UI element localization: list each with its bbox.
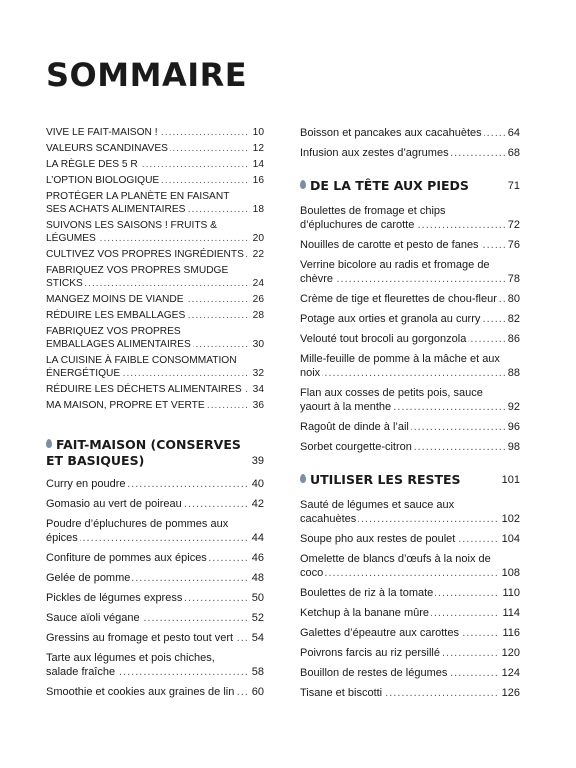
- section-heading-fait-maison[interactable]: FAIT-MAISON (CONSERVES ET BASIQUES) 39: [46, 437, 264, 468]
- toc-entry-label: Gomasio au vert de poireau: [46, 498, 182, 510]
- toc-entry-page: 98: [505, 440, 520, 454]
- toc-entry-page: 36: [250, 399, 264, 412]
- toc-entry-page: 60: [249, 685, 264, 699]
- toc-entry[interactable]: [46, 126, 264, 139]
- toc-entry-page: 54: [249, 631, 264, 645]
- toc-entry-label: Bouillon de restes de légumes: [300, 667, 448, 679]
- toc-entry-page: 78: [505, 272, 520, 286]
- toc-entry-label: Mille-feuille de pomme à la mâche et aux noix: [300, 353, 500, 379]
- toc-entry-page: 86: [505, 332, 520, 346]
- toc-entry-label: LA RÈGLE DES 5 R: [46, 159, 138, 170]
- toc-entry-label: Poivrons farcis au riz persillé: [300, 647, 440, 659]
- toc-entry-page: 116: [499, 626, 520, 640]
- toc-entry-label: Boisson et pancakes aux cacahuètes: [300, 127, 482, 139]
- toc-entry-page: 28: [250, 309, 264, 322]
- toc-entry[interactable]: [46, 325, 264, 351]
- toc-entry-page: 34: [250, 383, 264, 396]
- toc-entry-label: Velouté tout brocoli au gorgonzola: [300, 333, 467, 345]
- toc-entry[interactable]: [46, 611, 264, 625]
- toc-entry-page: 88: [505, 366, 520, 380]
- toc-entry-page: 20: [250, 232, 264, 245]
- toc-entry-label: Potage aux orties et granola au curry: [300, 313, 481, 325]
- fait-maison-list: [46, 477, 264, 699]
- toc-entry-page: 50: [249, 591, 264, 605]
- toc-entry-page: 30: [250, 338, 264, 351]
- toc-entry-label: Confiture de pommes aux épices: [46, 552, 207, 564]
- toc-entry[interactable]: [300, 532, 520, 546]
- toc-entry-label: VIVE LE FAIT-MAISON !: [46, 127, 158, 138]
- toc-entry[interactable]: [46, 158, 264, 171]
- toc-entry-label: LA CUISINE À FAIBLE CONSOMMATION ÉNERGÉTIQUE: [46, 355, 237, 379]
- toc-entry[interactable]: [46, 190, 264, 216]
- toc-entry-page: 22: [250, 248, 264, 261]
- toc-entry-label: Sauté de légumes et sauce aux cacahuètes: [300, 499, 455, 525]
- toc-entry[interactable]: [300, 586, 520, 600]
- continued-list: [300, 126, 520, 160]
- toc-entry-page: 48: [249, 571, 264, 585]
- toc-entry-label: CULTIVEZ VOS PROPRES INGRÉDIENTS: [46, 249, 244, 260]
- toc-entry[interactable]: [46, 631, 264, 645]
- toc-entry[interactable]: [300, 686, 520, 700]
- toc-entry-label: Curry en poudre: [46, 478, 126, 490]
- toc-entry-label: Sorbet courgette-citron: [300, 441, 412, 453]
- toc-entry[interactable]: [46, 651, 264, 679]
- toc-entry-label: Crème de tige et fleurettes de chou-fleur: [300, 293, 497, 305]
- toc-entry-page: 18: [250, 203, 264, 216]
- toc-entry-label: Poudre d’épluchures de pommes aux épices: [46, 518, 229, 544]
- drop-icon: [300, 474, 306, 483]
- toc-entry-label: RÉDUIRE LES EMBALLAGES: [46, 310, 186, 321]
- toc-entry-page: 80: [505, 292, 520, 306]
- toc-entry-page: 42: [249, 497, 264, 511]
- toc-entry-label: SUIVONS LES SAISONS ! FRUITS & LÉGUMES: [46, 220, 217, 244]
- toc-entry[interactable]: [46, 174, 264, 187]
- toc-entry-page: 82: [505, 312, 520, 326]
- toc-entry-label: Tisane et biscotti: [300, 687, 383, 699]
- toc-entry-page: 120: [499, 646, 520, 660]
- toc-entry[interactable]: [46, 293, 264, 306]
- toc-entry-label: Tarte aux légumes et pois chiches, salade fraîche: [46, 652, 215, 678]
- toc-entry-page: 126: [499, 686, 520, 700]
- toc-entry[interactable]: [46, 517, 264, 545]
- toc-entry[interactable]: [300, 312, 520, 326]
- toc-entry-page: 124: [499, 666, 520, 680]
- toc-entry-page: 10: [250, 126, 264, 139]
- toc-entry-page: 76: [505, 238, 520, 252]
- toc-entry-page: 16: [250, 174, 264, 187]
- toc-entry-label: Galettes d’épeautre aux carottes: [300, 627, 459, 639]
- toc-entry-page: 96: [505, 420, 520, 434]
- toc-entry-label: Gelée de pomme: [46, 572, 131, 584]
- toc-entry[interactable]: [300, 204, 520, 232]
- toc-entry[interactable]: [300, 332, 520, 346]
- toc-entry[interactable]: [46, 685, 264, 699]
- toc-entry[interactable]: [46, 477, 264, 491]
- section-heading-tete-pieds[interactable]: DE LA TÊTE AUX PIEDS 71: [300, 178, 520, 194]
- toc-entry-label: Ketchup à la banane mûre: [300, 607, 430, 619]
- toc-entry[interactable]: [300, 552, 520, 580]
- toc-entry[interactable]: [300, 126, 520, 140]
- toc-entry[interactable]: [300, 420, 520, 434]
- toc-entry[interactable]: [46, 219, 264, 245]
- toc-right-column: [300, 126, 520, 706]
- toc-entry-page: 92: [505, 400, 520, 414]
- toc-entry-label: Infusion aux zestes d’agrumes: [300, 147, 449, 159]
- toc-entry-label: Sauce aïoli végane: [46, 612, 140, 624]
- toc-entry-page: 114: [499, 606, 520, 620]
- toc-entry-label: Boulettes de riz à la tomate: [300, 587, 434, 599]
- toc-entry-label: FABRIQUEZ VOS PROPRES SMUDGE STICKS: [46, 265, 229, 289]
- toc-entry-page: 44: [249, 531, 264, 545]
- toc-entry-label: FABRIQUEZ VOS PROPRES EMBALLAGES ALIMENTAIRES: [46, 326, 191, 350]
- toc-entry-page: 110: [499, 586, 520, 600]
- toc-entry-label: VALEURS SCANDINAVES: [46, 143, 168, 154]
- toc-entry-page: 32: [250, 367, 264, 380]
- toc-entry-page: 26: [250, 293, 264, 306]
- drop-icon: [46, 439, 52, 448]
- toc-entry-page: 72: [505, 218, 520, 232]
- toc-entry[interactable]: [46, 551, 264, 565]
- toc-entry-page: 40: [249, 477, 264, 491]
- toc-entry[interactable]: [300, 646, 520, 660]
- toc-entry-label: Gressins au fromage et pesto tout vert: [46, 632, 234, 644]
- toc-entry-label: Pickles de légumes express: [46, 592, 183, 604]
- toc-entry-label: Soupe pho aux restes de poulet: [300, 533, 456, 545]
- toc-entry-label: Verrine bicolore au radis et fromage de chèvre: [300, 259, 490, 285]
- section-heading-restes[interactable]: UTILISER LES RESTES 101: [300, 472, 520, 488]
- toc-entry[interactable]: [300, 498, 520, 526]
- toc-entry-label: Boulettes de fromage et chips d’épluchures de carotte: [300, 205, 446, 231]
- toc-entry[interactable]: [46, 248, 264, 261]
- toc-entry[interactable]: [300, 666, 520, 680]
- toc-entry-page: 68: [505, 146, 520, 160]
- toc-entry[interactable]: [46, 354, 264, 380]
- toc-entry-label: RÉDUIRE LES DÉCHETS ALIMENTAIRES: [46, 384, 242, 395]
- toc-entry-page: 46: [249, 551, 264, 565]
- toc-entry[interactable]: [46, 383, 264, 396]
- toc-entry[interactable]: [46, 497, 264, 511]
- toc-entry-page: 12: [250, 142, 264, 155]
- toc-entry-label: Ragoût de dinde à l’ail: [300, 421, 409, 433]
- toc-entry-page: 14: [250, 158, 264, 171]
- toc-entry-label: Flan aux cosses de petits pois, sauce yaourt à la menthe: [300, 387, 483, 413]
- toc-entry[interactable]: [46, 591, 264, 605]
- toc-entry[interactable]: [300, 440, 520, 454]
- toc-entry-page: 58: [249, 665, 264, 679]
- tete-pieds-list: [300, 204, 520, 454]
- toc-entry[interactable]: [46, 309, 264, 322]
- toc-entry-label: MANGEZ MOINS DE VIANDE: [46, 294, 184, 305]
- toc-entry[interactable]: [300, 146, 520, 160]
- toc-entry[interactable]: [46, 571, 264, 585]
- toc-entry-page: 64: [505, 126, 520, 140]
- toc-entry-label: Nouilles de carotte et pesto de fanes: [300, 239, 479, 251]
- drop-icon: [300, 180, 306, 189]
- toc-entry[interactable]: [46, 142, 264, 155]
- toc-entry-page: 102: [499, 512, 520, 526]
- page-title: SOMMAIRE: [46, 56, 248, 94]
- toc-entry[interactable]: [300, 292, 520, 306]
- toc-entry[interactable]: [300, 606, 520, 620]
- toc-entry[interactable]: [46, 399, 264, 412]
- toc-entry-label: Omelette de blancs d’œufs à la noix de coco: [300, 553, 491, 579]
- toc-entry[interactable]: [300, 352, 520, 380]
- toc-entry-label: PROTÉGER LA PLANÈTE EN FAISANT SES ACHATS ALIMENTAIRES: [46, 191, 230, 215]
- toc-entry[interactable]: [46, 264, 264, 290]
- intro-list: [46, 126, 264, 412]
- toc-entry[interactable]: [300, 386, 520, 414]
- toc-entry[interactable]: [300, 238, 520, 252]
- toc-entry-label: MA MAISON, PROPRE ET VERTE: [46, 400, 205, 411]
- toc-entry-page: 104: [499, 532, 520, 546]
- toc-entry-page: 24: [250, 277, 264, 290]
- toc-left-column: [46, 126, 264, 705]
- toc-entry-label: Smoothie et cookies aux graines de lin: [46, 686, 235, 698]
- toc-entry-label: L’OPTION BIOLOGIQUE: [46, 175, 160, 186]
- toc-entry-page: 108: [499, 566, 520, 580]
- toc-entry[interactable]: [300, 258, 520, 286]
- restes-list: [300, 498, 520, 700]
- toc-entry[interactable]: [300, 626, 520, 640]
- toc-entry-page: 52: [249, 611, 264, 625]
